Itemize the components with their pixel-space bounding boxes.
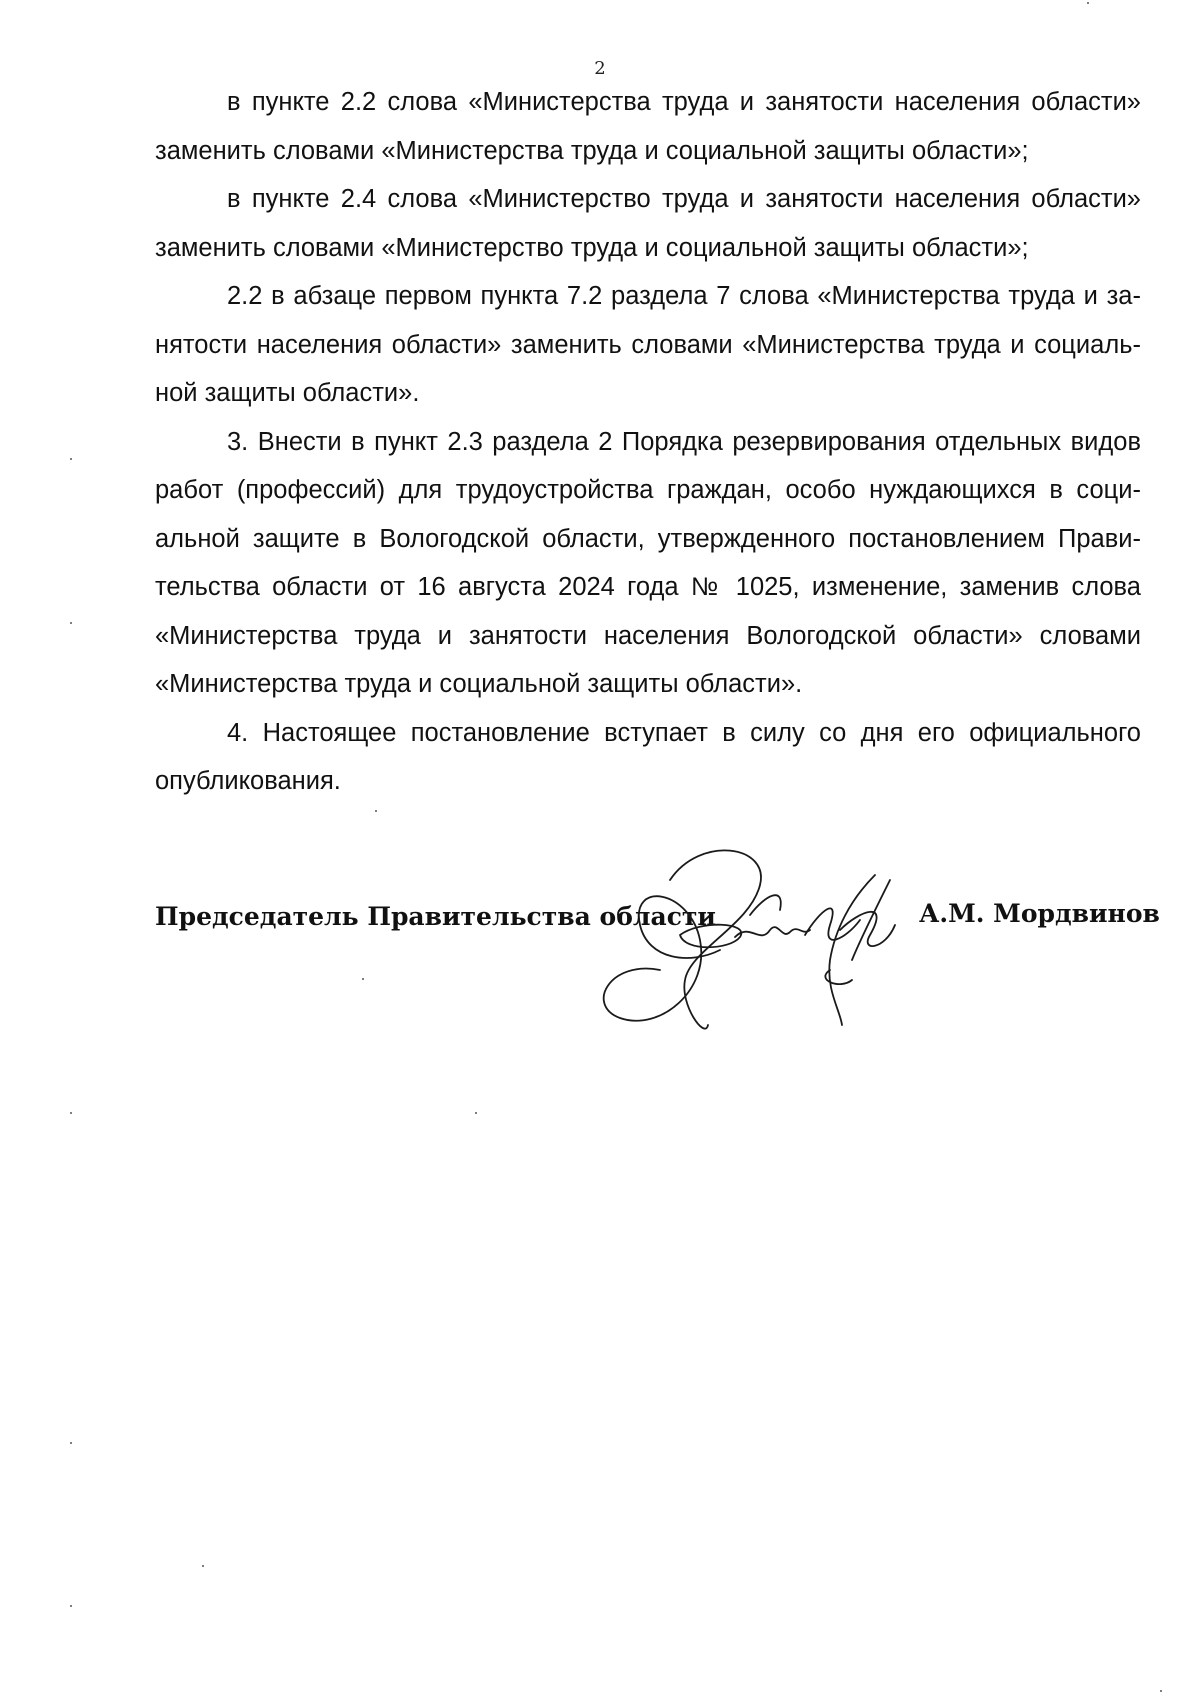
scan-speck (70, 1605, 72, 1607)
scan-speck (362, 978, 364, 980)
paragraph-item-2-2: в пункте 2.2 слова «Министерства труда и занятости населения области» заменить словами «Министерства труда и социальной защиты области»; (155, 88, 1141, 165)
document-body (155, 78, 1141, 806)
signatory-name: А.М. Мордвинов (919, 899, 1160, 928)
scan-speck (1160, 1690, 1162, 1692)
scan-speck (70, 1442, 72, 1444)
page-number: 2 (594, 58, 606, 79)
scan-speck (1087, 2, 1089, 4)
signatory-title: Председатель Правительства области (155, 902, 716, 931)
scan-speck (70, 458, 72, 460)
paragraph-item-2-4: в пункте 2.4 слова «Министерство труда и занятости населения области» заменить словами «Министерство труда и социальной защиты области»; (155, 185, 1141, 262)
scan-speck (70, 622, 72, 624)
handwritten-signature (590, 840, 950, 1040)
paragraph-4-effective-date: 4. Настоящее постановление вступает в силу со дня его официального опубликования. (155, 718, 1141, 795)
paragraph-2-2-section-7: 2.2 в абзаце первом пункта 7.2 раздела 7 слова «Министерства труда и занятости населения области» заменить словами «Министерства труда и социальной защиты области». (155, 282, 1141, 407)
scan-speck (202, 1565, 204, 1567)
scan-speck (475, 1112, 477, 1114)
scan-speck (375, 810, 377, 812)
paragraph-3-amendment: 3. Внести в пункт 2.3 раздела 2 Порядка резервирования отдельных видов работ (профессий) для трудоустройства граждан, особо нуждающихся в социальной защите в Вологодской области, утвержденного постановлением Правительства области от 16 августа 2024 года № 1025, изменение, заменив слова «Министерства труда и занятости населения Вологодской области» словами «Министерства труда и социальной защиты области». (155, 427, 1141, 698)
scan-speck (70, 1112, 72, 1114)
